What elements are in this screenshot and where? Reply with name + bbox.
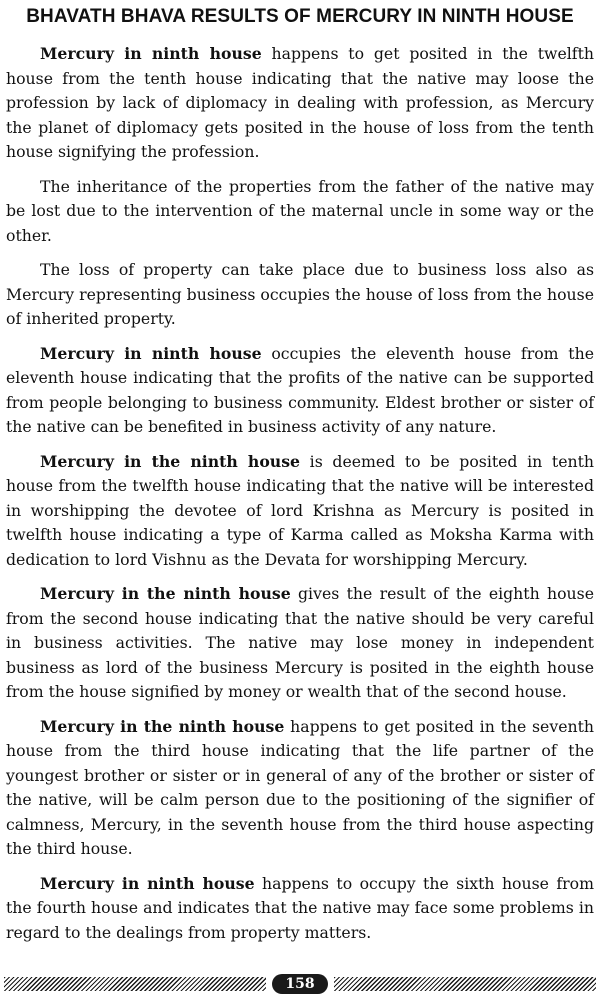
paragraph — [6, 872, 594, 946]
paragraph — [6, 342, 594, 440]
paragraph — [6, 175, 594, 249]
paragraph-text: happens to get posited in the seventh house from the third house indicating that the life partner of the youngest brother or sister or in general of any of the brother or sister of the native, will be calm person due to the positioning of the signifier of calmness, Mercury, in the seventh house from the third house aspecting the third house. — [6, 716, 594, 858]
paragraph-text: happens to get posited in the twelfth house from the tenth house indicating that the native may loose the profession by lack of diplomacy in dealing with profession, as Mercury the planet of diplomacy gets posited in the house of loss from the tenth house signifying the profession. — [6, 44, 594, 161]
paragraph-lead: Mercury in the ninth house — [40, 716, 285, 736]
paragraph-lead: Mercury in ninth house — [40, 343, 262, 363]
paragraph-text: happens to occupy the sixth house from the fourth house and indicates that the native may face some problems in regard to the dealings from property matters. — [6, 873, 594, 942]
page-title: BHAVATH BHAVA RESULTS OF MERCURY IN NINTH HOUSE — [26, 6, 574, 27]
paragraph — [6, 715, 594, 862]
paragraph-text: The loss of property can take place due to business loss also as Mercury representing business occupies the house of loss from the house of inherited property. — [6, 260, 594, 328]
paragraph-text: The inheritance of the properties from the father of the native may be lost due to the intervention of the maternal uncle in some way or the other. — [6, 176, 594, 245]
paragraph-lead: Mercury in ninth house — [40, 44, 262, 63]
paragraph-text: gives the result of the eighth house from the second house indicating that the native should be very careful in business activities. The native may lose money in independent business as lord of the business Mercury is posited in the eighth house from the house signified by money or wealth that of the second house. — [6, 584, 594, 701]
paragraph-lead: Mercury in the ninth house — [40, 584, 291, 603]
paragraph — [6, 450, 594, 573]
paragraph — [6, 258, 594, 332]
paragraph-text: is deemed to be posited in tenth house from the twelfth house indicating that the native will be interested in worshipping the devotee of lord Krishna as Mercury is posited in twelfth house indicating a type of Karma called as Moksha Karma with dedication to lord Vishnu as the Devata for worshipping Mercury. — [6, 451, 595, 569]
paragraph — [6, 42, 594, 165]
paragraph-lead: Mercury in ninth house — [40, 873, 255, 893]
footer-hatch-left — [4, 977, 266, 991]
footer-hatch-right — [334, 977, 596, 991]
paragraph-text: occupies the eleventh house from the eleventh house indicating that the profits of the native can be supported from people belonging to business community. Eldest brother or sister of the native can be benefited in business activity of any nature. — [6, 343, 594, 436]
paragraph — [6, 582, 594, 705]
page-footer — [4, 974, 596, 994]
page-number: 158 — [272, 974, 328, 994]
paragraph-lead: Mercury in the ninth house — [40, 451, 301, 471]
